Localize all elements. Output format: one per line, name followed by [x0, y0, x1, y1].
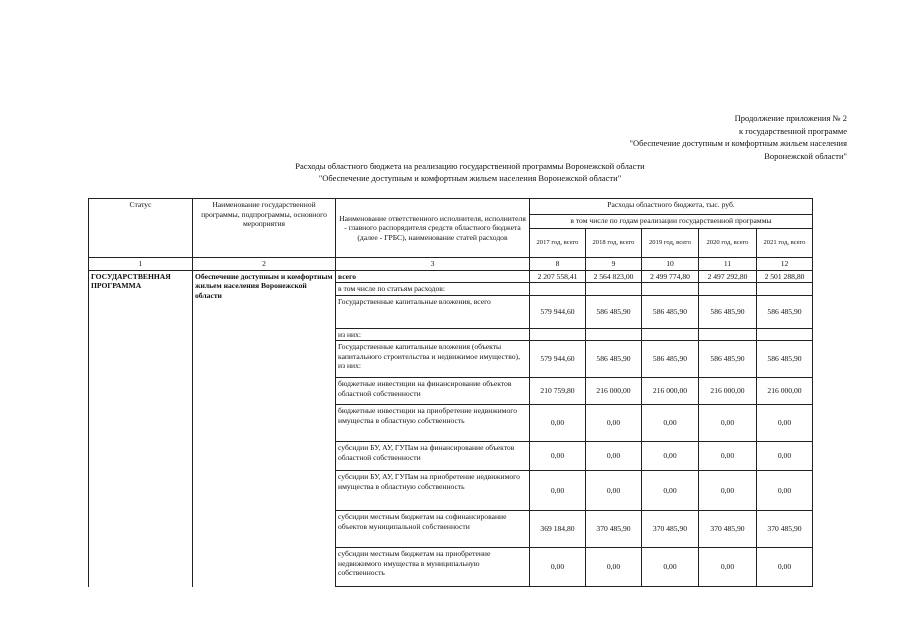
status-cell: ГОСУДАРСТВЕННАЯ ПРОГРАММА [89, 270, 193, 587]
header-year: 2017 год, всего [530, 229, 586, 258]
value-cell: 369 184,80 [530, 511, 586, 548]
value-cell: 0,00 [757, 548, 813, 587]
value-cell: 0,00 [699, 548, 757, 587]
row-label: субсидии местным бюджетам на приобретение недвижимого имущества в муниципальную собственность [336, 548, 530, 587]
header-expenses: Расходы областного бюджета, тыс. руб. [530, 199, 813, 215]
value-cell: 579 944,60 [530, 295, 586, 328]
value-cell [586, 283, 642, 296]
column-number: 3 [336, 258, 530, 271]
row-label: Государственные капитальные вложения, всего [336, 295, 530, 328]
value-cell: 586 485,90 [757, 295, 813, 328]
header-by-years: в том числе по годам реализации государственной программы [530, 215, 813, 229]
header-year: 2018 год, всего [586, 229, 642, 258]
value-cell: 2 501 288,80 [757, 270, 813, 283]
document-title-line: Расходы областного бюджета на реализацию государственной программы Воронежской области [295, 161, 645, 171]
table-row [89, 270, 813, 283]
header-status: Статус [89, 199, 193, 258]
value-cell [530, 283, 586, 296]
value-cell: 0,00 [586, 471, 642, 511]
value-cell: 370 485,90 [699, 511, 757, 548]
value-cell [699, 283, 757, 296]
value-cell: 216 000,00 [586, 378, 642, 405]
row-label: Государственные капитальные вложения (объекты капитального строительства и недвижимое имущество), из них: [336, 341, 530, 378]
expenses-table [88, 198, 813, 587]
appendix-note-line: Воронежской области" [764, 150, 847, 161]
row-label: субсидии БУ, АУ, ГУПам на финансирование объектов областной собственности [336, 442, 530, 471]
row-label: бюджетные инвестиции на финансирование объектов областной собственности [336, 378, 530, 405]
program-name-cell: Обеспечение доступным и комфортным жильем населения Воронежской области [193, 270, 336, 587]
row-label: бюджетные инвестиции на приобретение недвижимого имущества в областную собственность [336, 405, 530, 442]
value-cell: 0,00 [530, 442, 586, 471]
value-cell: 0,00 [586, 442, 642, 471]
value-cell [642, 283, 699, 296]
value-cell: 0,00 [757, 442, 813, 471]
column-number: 9 [586, 258, 642, 271]
appendix-note-line: "Обеспечение доступным и комфортным жильем населения [629, 138, 847, 148]
value-cell: 0,00 [699, 471, 757, 511]
appendix-note-line: Продолжение приложения № 2 [734, 113, 847, 123]
value-cell [699, 328, 757, 341]
value-cell: 370 485,90 [757, 511, 813, 548]
value-cell: 0,00 [699, 442, 757, 471]
value-cell: 0,00 [642, 548, 699, 587]
value-cell: 0,00 [642, 471, 699, 511]
value-cell: 0,00 [530, 548, 586, 587]
value-cell: 2 499 774,80 [642, 270, 699, 283]
appendix-note [630, 112, 847, 162]
value-cell [586, 328, 642, 341]
value-cell: 2 497 292,80 [699, 270, 757, 283]
header-year: 2021 год, всего [757, 229, 813, 258]
document-title-line: "Обеспечение доступным и комфортным жильем населения Воронежской области" [318, 173, 622, 183]
value-cell: 216 000,00 [757, 378, 813, 405]
column-number: 12 [757, 258, 813, 271]
value-cell: 0,00 [586, 548, 642, 587]
row-label: всего [336, 270, 530, 283]
header-program-name: Наименование государственной программы, подпрограммы, основного мероприятия [193, 199, 336, 258]
value-cell: 0,00 [530, 471, 586, 511]
value-cell: 586 485,90 [699, 295, 757, 328]
row-label: субсидии местным бюджетам на софинансирование объектов муниципальной собственности [336, 511, 530, 548]
value-cell [757, 328, 813, 341]
value-cell [757, 283, 813, 296]
row-label: в том числе по статьям расходов: [336, 283, 530, 296]
value-cell: 0,00 [586, 405, 642, 442]
column-number: 8 [530, 258, 586, 271]
value-cell: 0,00 [699, 405, 757, 442]
value-cell: 0,00 [642, 442, 699, 471]
value-cell: 586 485,90 [642, 341, 699, 378]
column-number: 1 [89, 258, 193, 271]
value-cell: 586 485,90 [757, 341, 813, 378]
value-cell: 2 207 558,41 [530, 270, 586, 283]
column-number: 10 [642, 258, 699, 271]
value-cell: 216 000,00 [699, 378, 757, 405]
value-cell: 0,00 [757, 405, 813, 442]
document-title [0, 160, 905, 184]
value-cell: 210 759,80 [530, 378, 586, 405]
value-cell: 0,00 [757, 471, 813, 511]
column-number: 2 [193, 258, 336, 271]
value-cell [642, 328, 699, 341]
value-cell: 586 485,90 [586, 295, 642, 328]
value-cell: 579 944,60 [530, 341, 586, 378]
value-cell: 370 485,90 [642, 511, 699, 548]
value-cell: 586 485,90 [586, 341, 642, 378]
value-cell: 216 000,00 [642, 378, 699, 405]
value-cell: 2 564 823,00 [586, 270, 642, 283]
value-cell: 586 485,90 [699, 341, 757, 378]
value-cell: 0,00 [530, 405, 586, 442]
value-cell: 586 485,90 [642, 295, 699, 328]
row-label: субсидии БУ, АУ, ГУПам на приобретение недвижимого имущества в областную собственность [336, 471, 530, 511]
column-number: 11 [699, 258, 757, 271]
header-executor: Наименование ответственного исполнителя, исполнителя - главного распорядителя средств областного бюджета (далее - ГРБС), наименование статей расходов [336, 199, 530, 258]
value-cell [530, 328, 586, 341]
appendix-note-line: к государственной программе [738, 125, 847, 136]
header-year: 2020 год, всего [699, 229, 757, 258]
value-cell: 370 485,90 [586, 511, 642, 548]
header-year: 2019 год, всего [642, 229, 699, 258]
value-cell: 0,00 [642, 405, 699, 442]
row-label: из них: [336, 328, 530, 341]
